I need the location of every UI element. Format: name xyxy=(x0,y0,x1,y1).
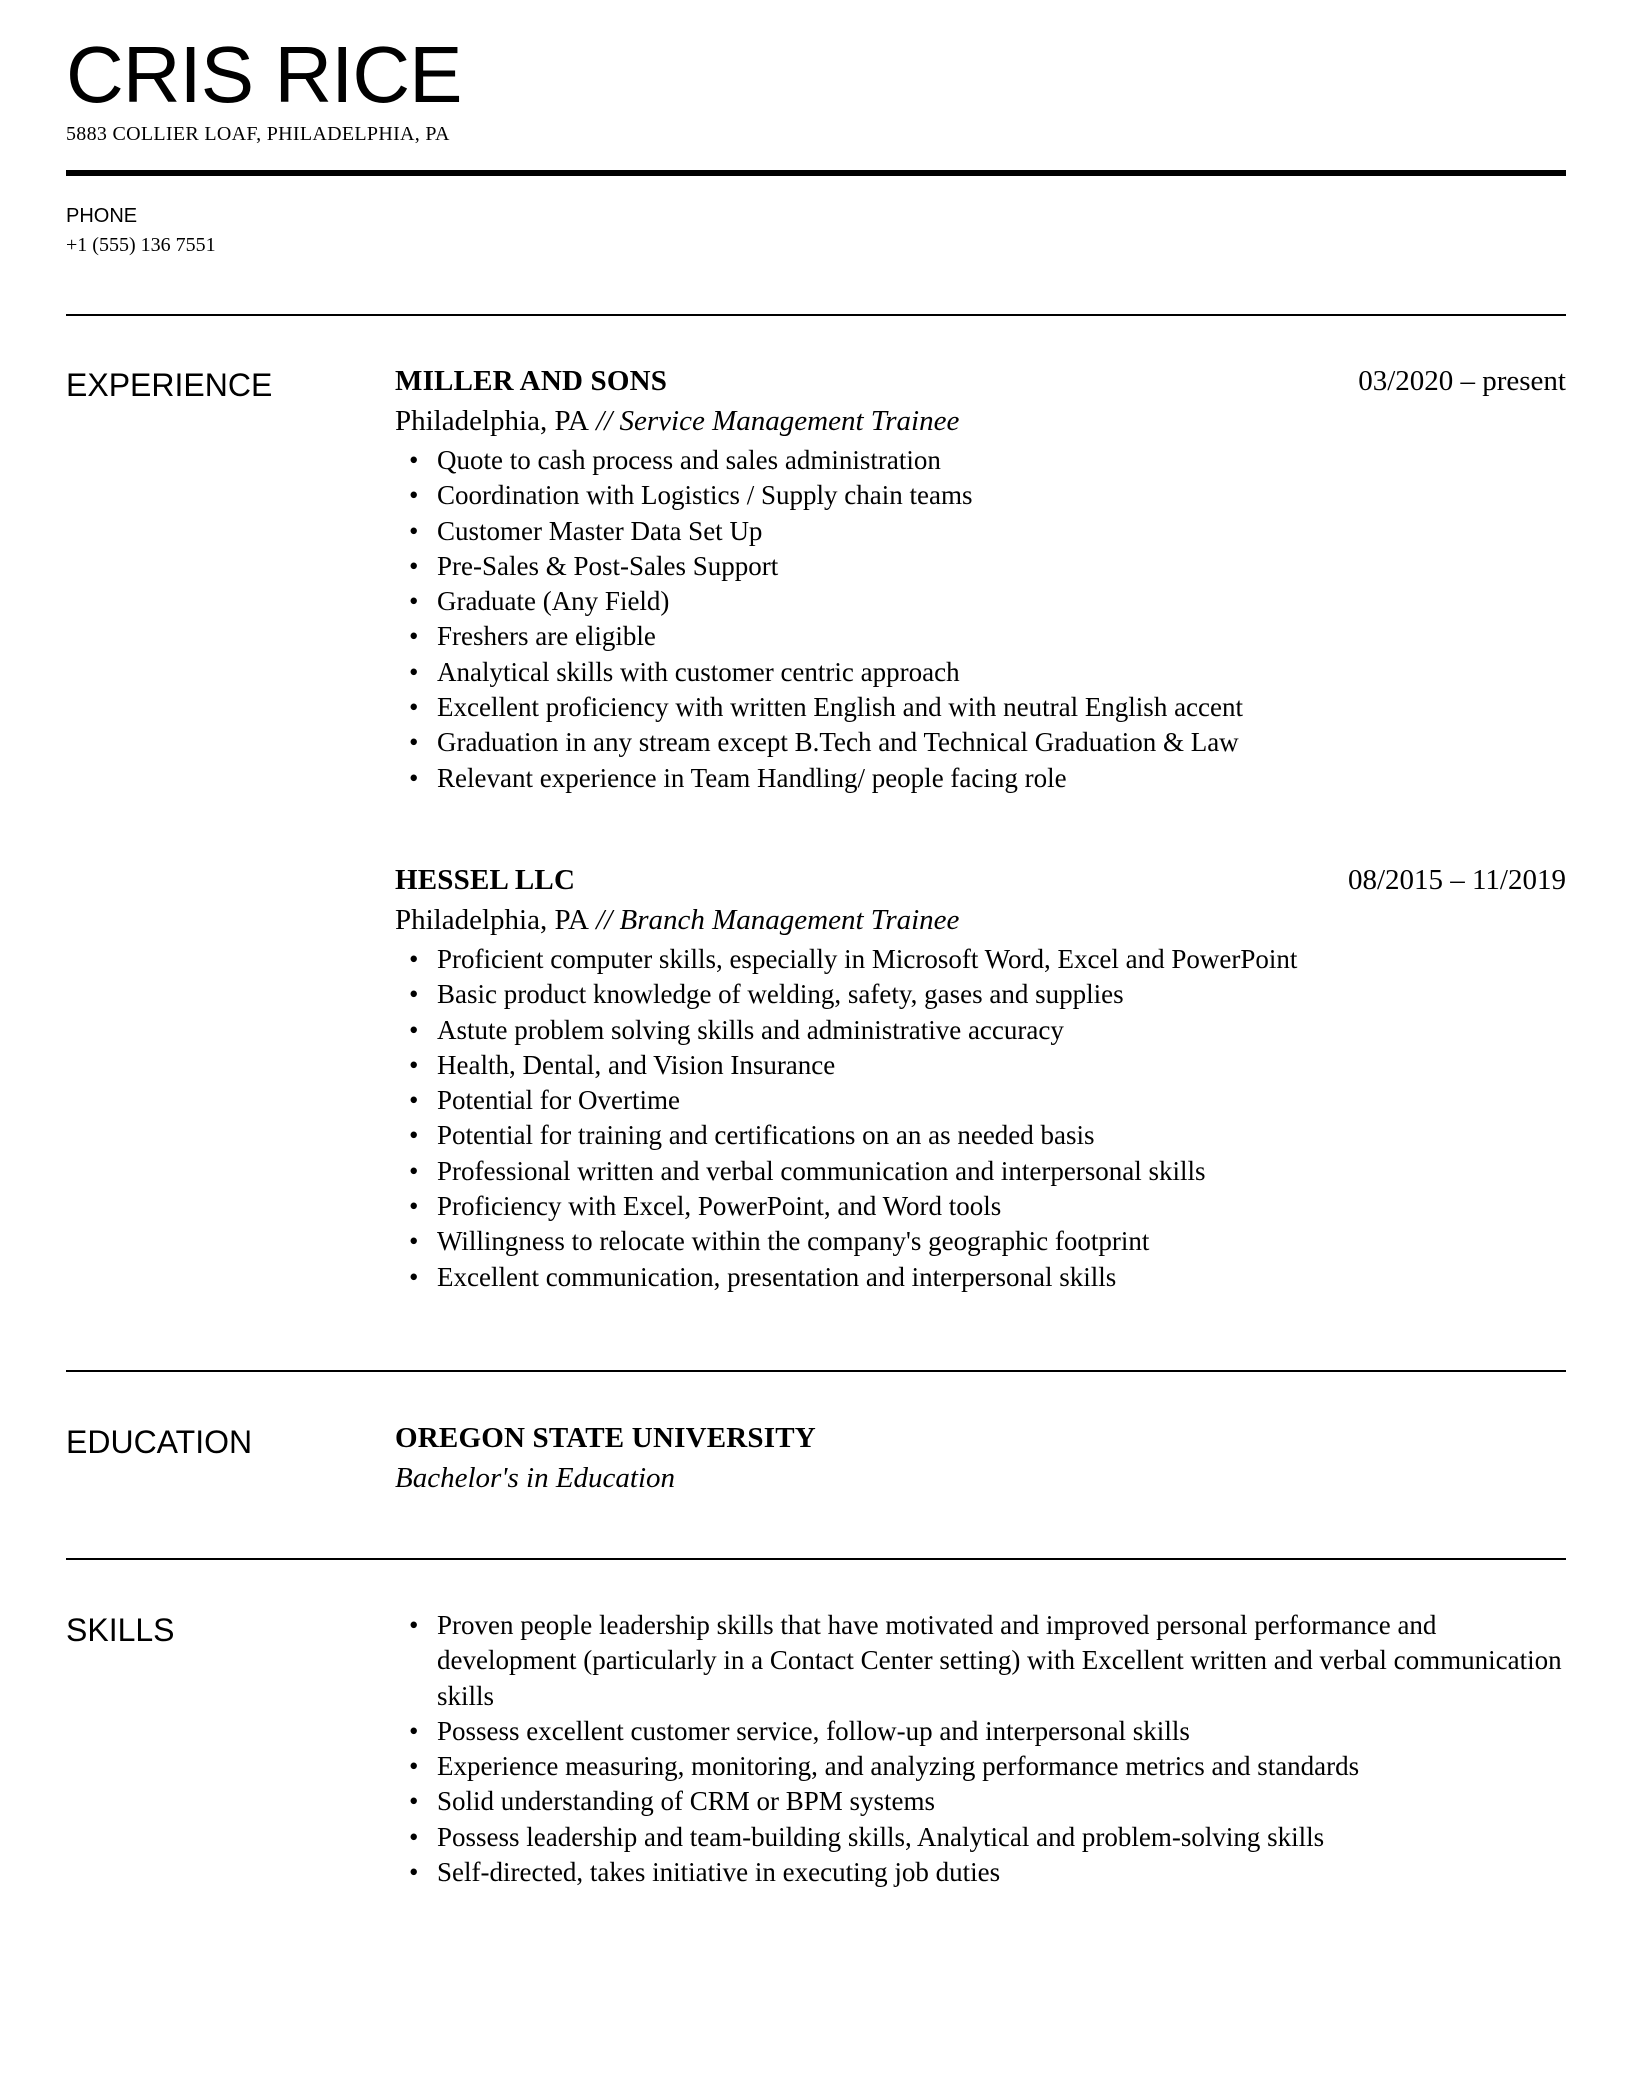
section-divider xyxy=(66,1558,1566,1560)
degree: Bachelor's in Education xyxy=(395,1462,676,1494)
list-item: • Astute problem solving skills and administrative accuracy xyxy=(395,1013,1566,1048)
job-bullets xyxy=(395,942,1566,1295)
section-divider xyxy=(66,1370,1566,1372)
list-item: • Coordination with Logistics / Supply chain teams xyxy=(395,478,1566,513)
skills-list xyxy=(395,1608,1566,1890)
header-divider xyxy=(66,170,1566,176)
list-item: • Excellent proficiency with written English and with neutral English accent xyxy=(395,690,1566,725)
list-item: • Proficiency with Excel, PowerPoint, and Word tools xyxy=(395,1189,1566,1224)
list-item: • Proven people leadership skills that have motivated and improved personal performance and development (particularly in a Contact Center setting) with Excellent written and verbal communication skills xyxy=(395,1608,1566,1714)
list-item: • Basic product knowledge of welding, safety, gases and supplies xyxy=(395,977,1566,1012)
company-name: HESSEL LLC xyxy=(395,864,576,896)
list-item: • Self-directed, takes initiative in executing job duties xyxy=(395,1855,1566,1890)
experience-heading: EXPERIENCE xyxy=(66,367,273,403)
list-item: • Graduation in any stream except B.Tech and Technical Graduation & Law xyxy=(395,725,1566,760)
job-location: Philadelphia, PA xyxy=(395,904,589,936)
job-separator: // xyxy=(588,904,620,936)
job-miller-and-sons xyxy=(395,361,1566,796)
job-role: Service Management Trainee xyxy=(619,405,960,437)
education-entry xyxy=(395,1418,1566,1498)
list-item: • Potential for Overtime xyxy=(395,1083,1566,1118)
job-location: Philadelphia, PA xyxy=(395,405,589,437)
list-item: • Possess excellent customer service, follow-up and interpersonal skills xyxy=(395,1714,1566,1749)
phone-number: +1 (555) 136 7551 xyxy=(66,234,216,256)
list-item: • Proficient computer skills, especially in Microsoft Word, Excel and PowerPoint xyxy=(395,942,1566,977)
list-item: • Health, Dental, and Vision Insurance xyxy=(395,1048,1566,1083)
list-item: • Willingness to relocate within the company's geographic footprint xyxy=(395,1224,1566,1259)
phone-label: PHONE xyxy=(66,205,138,227)
job-role: Branch Management Trainee xyxy=(619,904,960,936)
company-name: MILLER AND SONS xyxy=(395,365,668,397)
skills-heading: SKILLS xyxy=(66,1612,175,1648)
list-item: • Analytical skills with customer centric approach xyxy=(395,655,1566,690)
list-item: • Quote to cash process and sales administration xyxy=(395,443,1566,478)
job-dates: 03/2020 – present xyxy=(1358,365,1566,397)
school-name: OREGON STATE UNIVERSITY xyxy=(395,1422,816,1454)
list-item: • Pre-Sales & Post-Sales Support xyxy=(395,549,1566,584)
list-item: • Freshers are eligible xyxy=(395,619,1566,654)
list-item: • Graduate (Any Field) xyxy=(395,584,1566,619)
skills-list-container xyxy=(395,1608,1566,1890)
job-hessel-llc xyxy=(395,860,1566,1295)
list-item: • Potential for training and certifications on an as needed basis xyxy=(395,1118,1566,1153)
list-item: • Solid understanding of CRM or BPM systems xyxy=(395,1784,1566,1819)
list-item: • Possess leadership and team-building skills, Analytical and problem-solving skills xyxy=(395,1820,1566,1855)
list-item: • Relevant experience in Team Handling/ people facing role xyxy=(395,761,1566,796)
list-item: • Excellent communication, presentation and interpersonal skills xyxy=(395,1260,1566,1295)
job-separator: // xyxy=(588,405,620,437)
address: 5883 COLLIER LOAF, PHILADELPHIA, PA xyxy=(66,123,450,145)
job-bullets xyxy=(395,443,1566,796)
candidate-name: CRIS RICE xyxy=(66,30,462,119)
section-divider xyxy=(66,314,1566,316)
list-item: • Customer Master Data Set Up xyxy=(395,514,1566,549)
list-item: • Experience measuring, monitoring, and analyzing performance metrics and standards xyxy=(395,1749,1566,1784)
list-item: • Professional written and verbal communication and interpersonal skills xyxy=(395,1154,1566,1189)
education-heading: EDUCATION xyxy=(66,1424,253,1460)
job-dates: 08/2015 – 11/2019 xyxy=(1347,864,1566,896)
